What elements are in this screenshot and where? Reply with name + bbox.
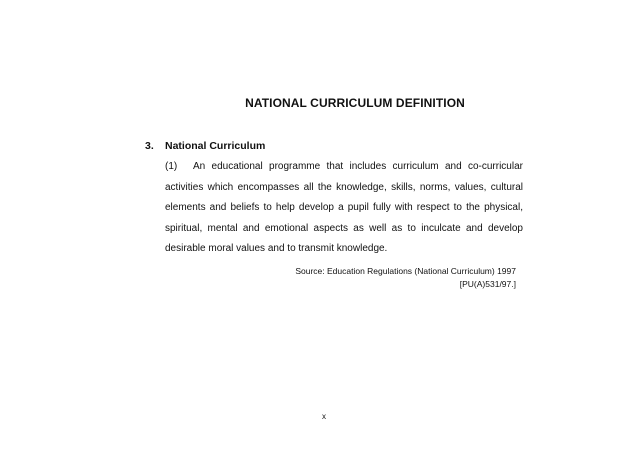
section-3 [145, 137, 523, 260]
paragraph-text: An educational programme that includes curriculum and co-curricular activities which encompasses all the knowledge, skills, norms, values, cultural elements and beliefs to help develop a pupil fully with respect to the physical, spiritual, mental and emotional aspects as well as to inculcate and develop desirable moral values and to transmit knowledge. [165, 161, 523, 254]
page-title: NATIONAL CURRICULUM DEFINITION [245, 96, 465, 110]
source-citation [295, 265, 516, 291]
paragraph-number: (1) [165, 161, 178, 172]
page-number: x [322, 412, 326, 421]
section-heading [145, 137, 523, 155]
definition-paragraph [165, 157, 523, 260]
regulation-reference: [PU(A)531/97.] [459, 279, 516, 289]
section-title: National Curriculum [165, 140, 266, 152]
source-line: Source: Education Regulations (National Curriculum) 1997 [295, 266, 516, 276]
section-number: 3. [145, 140, 154, 152]
